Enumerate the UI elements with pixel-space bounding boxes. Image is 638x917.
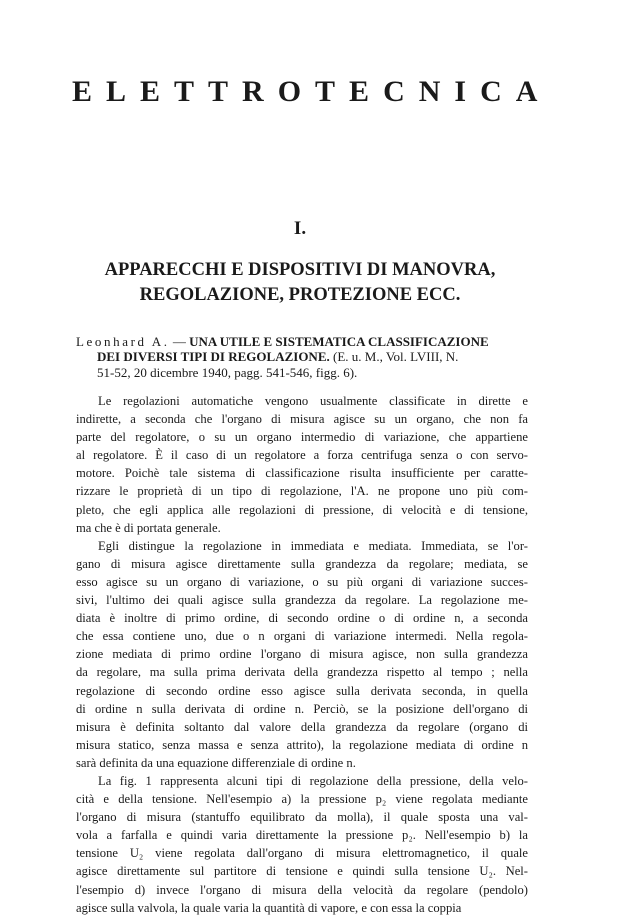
- body-line: l'organo di misura (stantuffo equilibrato da molla), il quale sposta una val-: [76, 810, 528, 825]
- citation-line-1: [76, 334, 528, 349]
- body-line: vola a farfalla e quindi varia direttamente la pressione p₂. Nell'esempio b) la: [76, 828, 528, 843]
- body-line: pleto, che egli applica alle regolazioni di pressione, di velocità e di tensione,: [76, 502, 528, 517]
- running-head: ELETTROTECNICA: [72, 75, 552, 108]
- citation-dash: —: [169, 334, 190, 349]
- citation-line-3: 51-52, 20 dicembre 1940, pagg. 541-546, figg. 6).: [97, 364, 358, 380]
- citation-source-part-1: (E. u. M., Vol. LVIII, N.: [329, 349, 459, 365]
- section-title-line-1: APPARECCHI E DISPOSITIVI DI MANOVRA,: [104, 260, 496, 280]
- citation-line-2: [76, 349, 528, 364]
- body-line: misura è definita soltanto dal valore della grandezza da regolare (organo di: [76, 719, 528, 734]
- body-line: regolazione di secondo ordine esso agisce sulla derivata seconda, in quella: [76, 683, 528, 698]
- body-line: che essa contiene uno, due o n organi di variazione intermedi. Nella regola-: [76, 629, 528, 644]
- body-line: al regolatore. È il caso di un regolatore a forza centrifuga senza o con servo-: [76, 448, 528, 463]
- body-line: agisce direttamente sul partitore di tensione e quindi sulla tensione U₂. Nel-: [76, 864, 528, 879]
- citation-author: Leonhard A.: [76, 334, 170, 349]
- body-line: l'esempio d) invece l'organo di misura della velocità da regolare (pendolo): [76, 882, 528, 897]
- body-line: parte del regolatore, o su un organo intermedio di variazione, che appartiene: [76, 430, 528, 445]
- body-line: tensione U₂ viene regolata dall'organo di misura elettromagnetico, il quale: [76, 846, 528, 861]
- body-line: ma che è di portata generale.: [76, 520, 221, 535]
- body-line: zione mediata di primo ordine l'organo di misura agisce, non sulla grandezza: [76, 647, 528, 662]
- body-line: La fig. 1 rappresenta alcuni tipi di regolazione della pressione, della velo-: [98, 773, 528, 788]
- bibliographic-citation: [76, 334, 528, 380]
- body-line: cità e della tensione. Nell'esempio a) la pressione p₂ viene regolata mediante: [76, 792, 528, 807]
- body-line: esso agisce su un organo di variazione, o su più organi di variazione succes-: [76, 574, 528, 589]
- body-line: indirette, a seconda che l'organo di misura agisce su un organo, che non fa: [76, 412, 528, 427]
- citation-title-part-2: DEI DIVERSI TIPI DI REGOLAZIONE.: [97, 349, 330, 365]
- body-line: Le regolazioni automatiche vengono usualmente classificate in dirette e: [98, 394, 528, 408]
- section-title: [60, 258, 540, 308]
- body-line: misura statico, senza massa e senza attrito), la regolazione mediata di ordine n: [76, 737, 528, 752]
- body-line: sivi, l'ultimo dei quali agisce sulla grandezza da regolare. La regolazione me-: [76, 593, 528, 608]
- body-line: rizzare le proprietà di un tipo di regolazione, l'A. ne propone uno più com-: [76, 484, 528, 499]
- citation-title-part-1: UNA UTILE E SISTEMATICA CLASSIFICAZIONE: [189, 334, 489, 349]
- body-line: gano di misura agisce direttamente sulla grandezza da regolare; mediata, se: [76, 556, 528, 571]
- section-title-line-2: REGOLAZIONE, PROTEZIONE ECC.: [139, 285, 461, 305]
- section-number: I.: [293, 218, 307, 239]
- body-line: di ordine n sulla derivata di ordine n. Perciò, se la posizione dell'organo di: [76, 701, 528, 716]
- body-line: motore. Poichè tale sistema di classificazione risulta insufficiente per caratte-: [76, 466, 528, 481]
- body-line: diata è inoltre di primo ordine, di secondo ordine o di ordine n, a seconda: [76, 611, 528, 626]
- body-line: sarà definita da una equazione differenziale di ordine n.: [76, 755, 356, 770]
- body-line: da regolare, ma sulla prima derivata della grandezza rispetto al tempo ; nella: [76, 665, 528, 680]
- body-line: Egli distingue la regolazione in immediata e mediata. Immediata, se l'or-: [98, 538, 528, 553]
- abstract-body: [76, 392, 528, 917]
- body-line: agisce sulla valvola, la quale varia la quantità di vapore, e con essa la coppia: [76, 900, 462, 915]
